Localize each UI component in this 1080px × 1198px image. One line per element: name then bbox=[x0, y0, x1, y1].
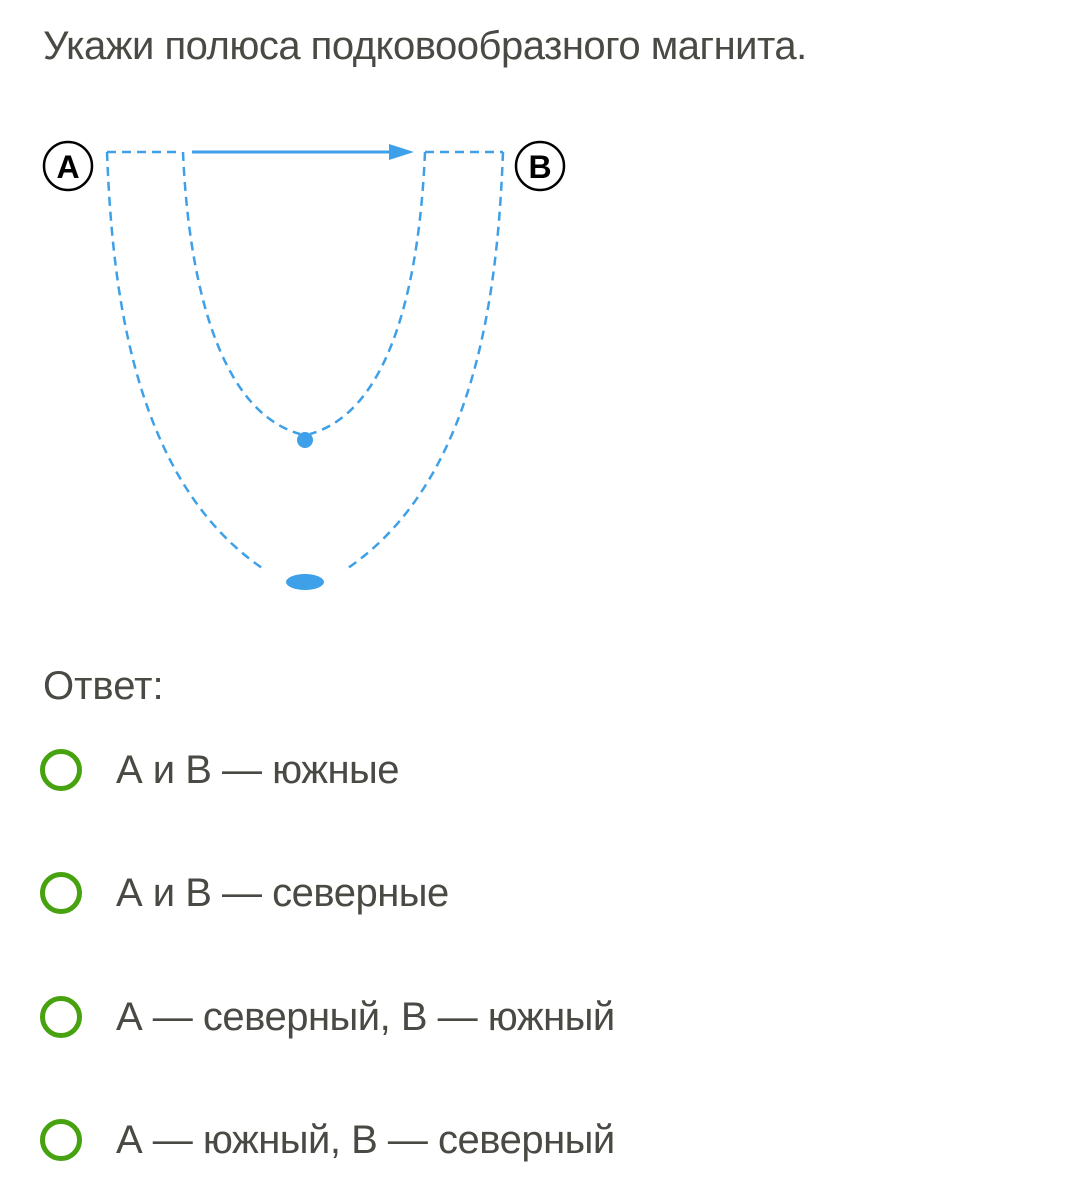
outer-field-line-curve-right bbox=[345, 152, 503, 570]
answer-option-1[interactable] bbox=[40, 740, 399, 800]
answer-option-2[interactable] bbox=[40, 863, 449, 923]
radio-button-icon[interactable] bbox=[40, 749, 82, 791]
outer-point bbox=[286, 574, 324, 590]
answer-option-label[interactable]: А и В — южные bbox=[116, 747, 400, 792]
horseshoe-magnet-diagram bbox=[0, 120, 620, 620]
label-b: B bbox=[528, 149, 552, 185]
radio-button-icon[interactable] bbox=[40, 872, 82, 914]
arrow-head-icon bbox=[389, 144, 414, 160]
answer-option-3[interactable] bbox=[40, 987, 615, 1047]
outer-field-line-curve bbox=[107, 152, 265, 570]
answer-option-label[interactable]: А — северный, В — южный bbox=[116, 994, 615, 1039]
question-text: Укажи полюса подковообразного магнита. bbox=[43, 24, 807, 68]
answer-label: Ответ: bbox=[43, 664, 164, 708]
answer-option-label[interactable]: А и В — северные bbox=[116, 870, 449, 915]
inner-field-line-left bbox=[183, 152, 300, 434]
radio-button-icon[interactable] bbox=[40, 996, 82, 1038]
answer-option-label[interactable]: А — южный, В — северный bbox=[116, 1117, 615, 1162]
inner-field-line-right bbox=[310, 152, 425, 434]
answer-option-4[interactable] bbox=[40, 1110, 615, 1170]
inner-point bbox=[297, 432, 313, 448]
label-a: A bbox=[56, 149, 80, 185]
radio-button-icon[interactable] bbox=[40, 1119, 82, 1161]
